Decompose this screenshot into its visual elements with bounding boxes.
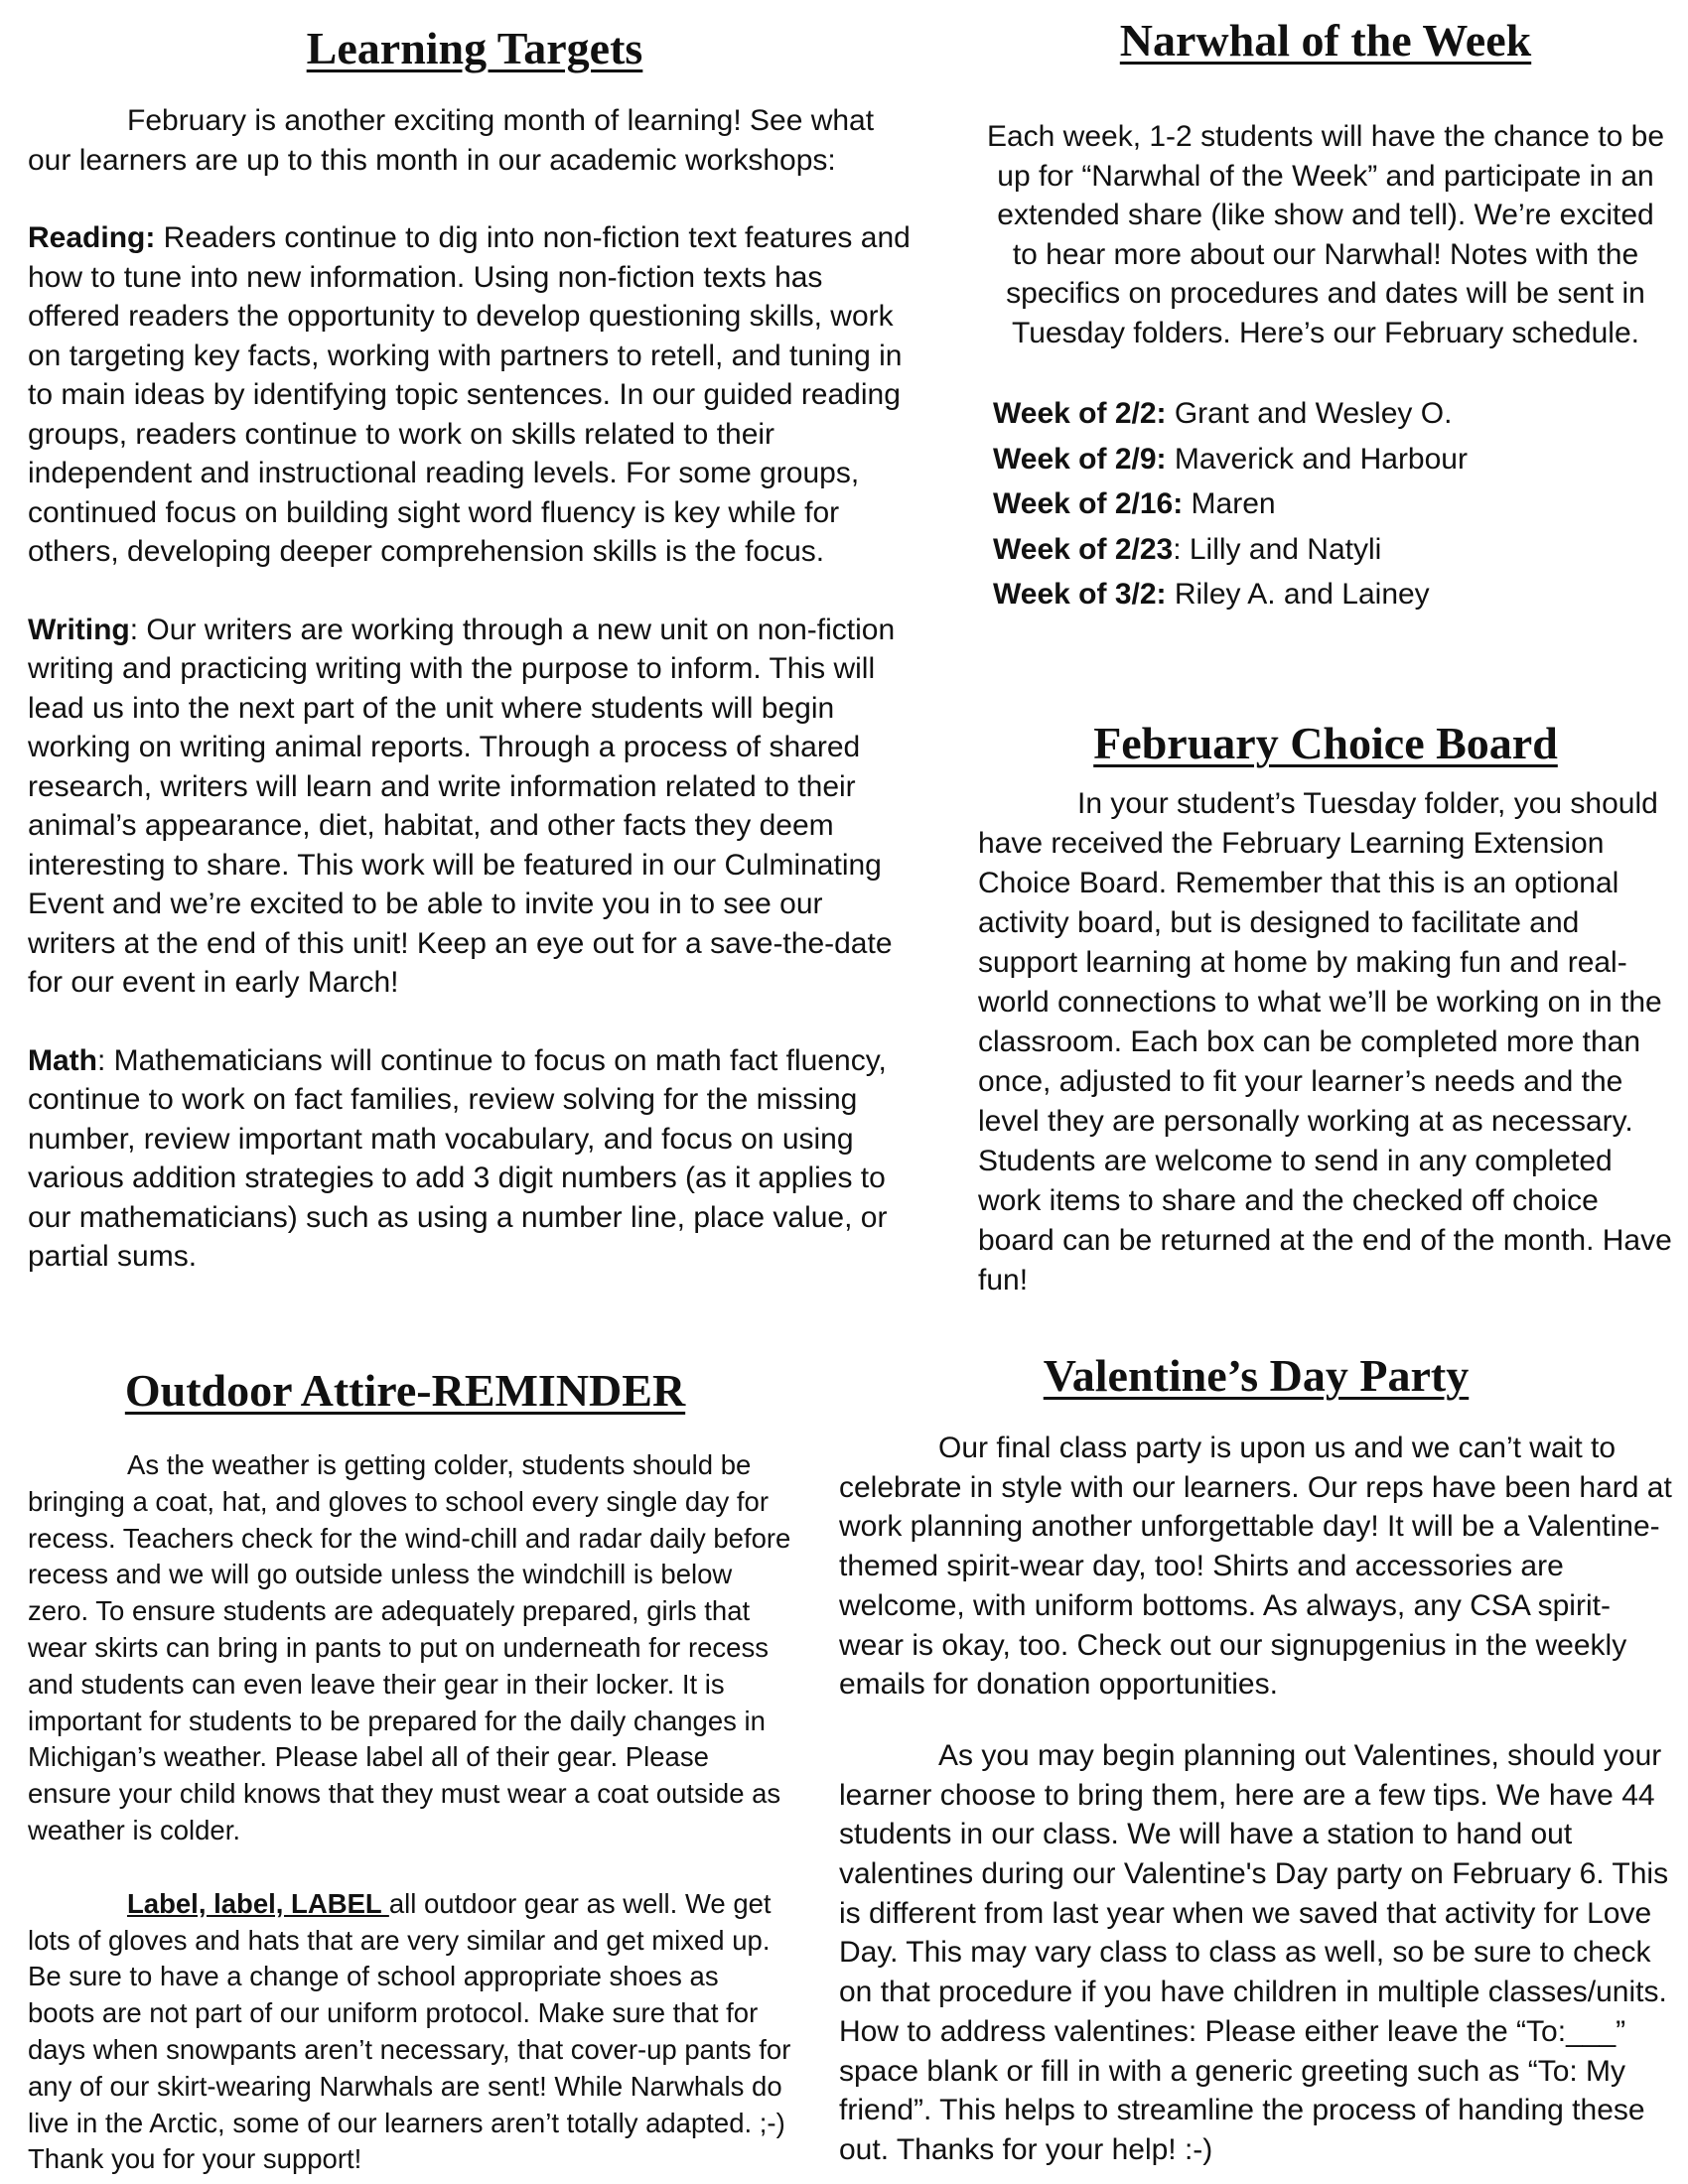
label-reminder: Label, label, LABEL (127, 1887, 389, 1919)
schedule-row (993, 572, 1668, 617)
valentines-paragraph-2: As you may begin planning out Valentines, should your learner choose to bring them, here are a few tips. We have 44 students in our class. We will have a station to hand out valentines during our Valentine's Day party on February 6. This is different from last year when we saved that activity for Love Day. This may vary class to class as well, so be sure to check on that procedure if you have children in multiple classes/units. How to address valentines: Please either leave the “To:___” space blank or fill in with a generic greeting such as “To: My friend”. This helps to streamline the process of handing these out. Thanks for your help! :-) (839, 1738, 1669, 2166)
math-text: : Mathematicians will continue to focus on math fact fluency, continue to work on fact families, review solving for the missing number, review important math vocabulary, and focus on using various addition strategies to add 3 digit numbers (as it applies to our mathematicians) such as using a number line, place value, or partial sums. (28, 1043, 888, 1273)
narwhal-schedule (983, 391, 1668, 617)
schedule-row (993, 527, 1668, 573)
schedule-row (993, 481, 1668, 527)
learning-targets-title: Learning Targets (306, 23, 643, 73)
week-names: Maren (1183, 487, 1276, 520)
reading-paragraph (28, 218, 912, 572)
outdoor-paragraph-1: As the weather is getting colder, students should be bringing a coat, hat, and gloves to school every single day for recess. Teachers check for the wind-chill and radar daily before recess and we will go outside unless the windchill is below zero. To ensure students are adequately prepared, girls that wear skirts can bring in pants to put on underneath for recess and students can even leave their gear in their locker. It is important for students to be prepared for the daily changes in Michigan’s weather. Please label all of their gear. Please ensure your child knows that they must wear a coat outside as weather is colder. (28, 1449, 791, 1845)
math-paragraph (28, 1041, 912, 1277)
schedule-row (993, 437, 1668, 482)
week-label: Week of 2/23 (993, 532, 1174, 566)
valentines-title: Valentine’s Day Party (1043, 1350, 1470, 1401)
week-names: Maverick and Harbour (1166, 442, 1468, 476)
outdoor-attire-title: Outdoor Attire-REMINDER (124, 1365, 686, 1416)
week-label: Week of 2/9: (993, 442, 1167, 476)
week-names: Riley A. and Lainey (1166, 578, 1430, 611)
choice-board-section (978, 713, 1673, 1300)
writing-label: Writing (28, 613, 130, 646)
writing-text: : Our writers are working through a new unit on non-fiction writing and practicing writing with the purpose to inform. This will lead us into the next part of the unit where students will begin working on writing animal reports. Through a process of shared research, writers will learn and write information related to their animal’s appearance, diet, habitat, and other facts they deem interesting to share. This work will be featured in our Culminating Event and we’re excited to be able to invite you in to see our writers at the end of this unit! Keep an eye out for a save-the-date for our event in early March! (28, 613, 896, 999)
valentines-section (839, 1345, 1673, 2170)
learning-targets-section (28, 18, 912, 1277)
schedule-row (993, 391, 1668, 437)
outdoor-attire-section (28, 1360, 792, 2178)
choice-board-title: February Choice Board (1093, 718, 1558, 768)
narwhal-title: Narwhal of the Week (1119, 15, 1532, 66)
week-label: Week of 2/16: (993, 487, 1184, 520)
outdoor-paragraph-2 (28, 1886, 792, 2178)
reading-label: Reading: (28, 221, 156, 254)
outdoor-paragraph-2-text: all outdoor gear as well. We get lots of gloves and hats that are very similar and get mixed up. Be sure to have a change of school appropriate shoes as boots are not part of our uniform protocol. Make sure that for days when snowpants aren’t necessary, that cover-up pants for any of our skirt-wearing Narwhals are sent! While Narwhals do live in the Arctic, some of our learners aren’t totally adapted. ;-) Thank you for your support! (28, 1887, 791, 2175)
reading-text: Readers continue to dig into non-fiction text features and how to tune into new information. Using non-fiction texts has offered readers the opportunity to develop questioning skills, work on targeting key facts, working with partners to retell, and tuning in to main ideas by identifying topic sentences. In our guided reading groups, readers continue to work on skills related to their independent and instructional reading levels. For some groups, continued focus on building sight word fluency is key while for others, developing deeper comprehension skills is the focus. (28, 221, 911, 568)
week-label: Week of 2/2: (993, 397, 1167, 430)
choice-board-body: In your student’s Tuesday folder, you should have received the February Learning Extension Choice Board. Remember that this is an optional activity board, but is designed to facilitate and support learning at home by making fun and real-world connections to what we’ll be working on in the classroom. Each box can be completed more than once, adjusted to fit your learner’s needs and the level they are personally working at as necessary. Students are welcome to send in any completed work items to share and the checked off choice board can be returned at the end of the month. Have fun! (978, 787, 1672, 1297)
week-names: Grant and Wesley O. (1166, 397, 1453, 430)
writing-paragraph (28, 611, 912, 1003)
week-label: Week of 3/2: (993, 578, 1167, 611)
learning-targets-intro: February is another exciting month of learning! See what our learners are up to this month in our academic workshops: (28, 104, 875, 177)
math-label: Math (28, 1043, 97, 1077)
narwhal-section (983, 10, 1668, 617)
week-names: : Lilly and Natyli (1173, 532, 1382, 566)
valentines-paragraph-1: Our final class party is upon us and we can’t wait to celebrate in style with our learners. Our reps have been hard at work planning another unforgettable day! It will be a Valentine-themed spirit-wear day, too! Shirts and accessories are welcome, with uniform bottoms. As always, any CSA spirit-wear is okay, too. Check out our signupgenius in the weekly emails for donation opportunities. (839, 1432, 1672, 1702)
narwhal-body: Each week, 1-2 students will have the chance to be up for “Narwhal of the Week” and participate in an extended share (like show and tell). We’re excited to hear more about our Narwhal! Notes with the specifics on procedures and dates will be sent in Tuesday folders. Here’s our February schedule. (986, 120, 1665, 349)
